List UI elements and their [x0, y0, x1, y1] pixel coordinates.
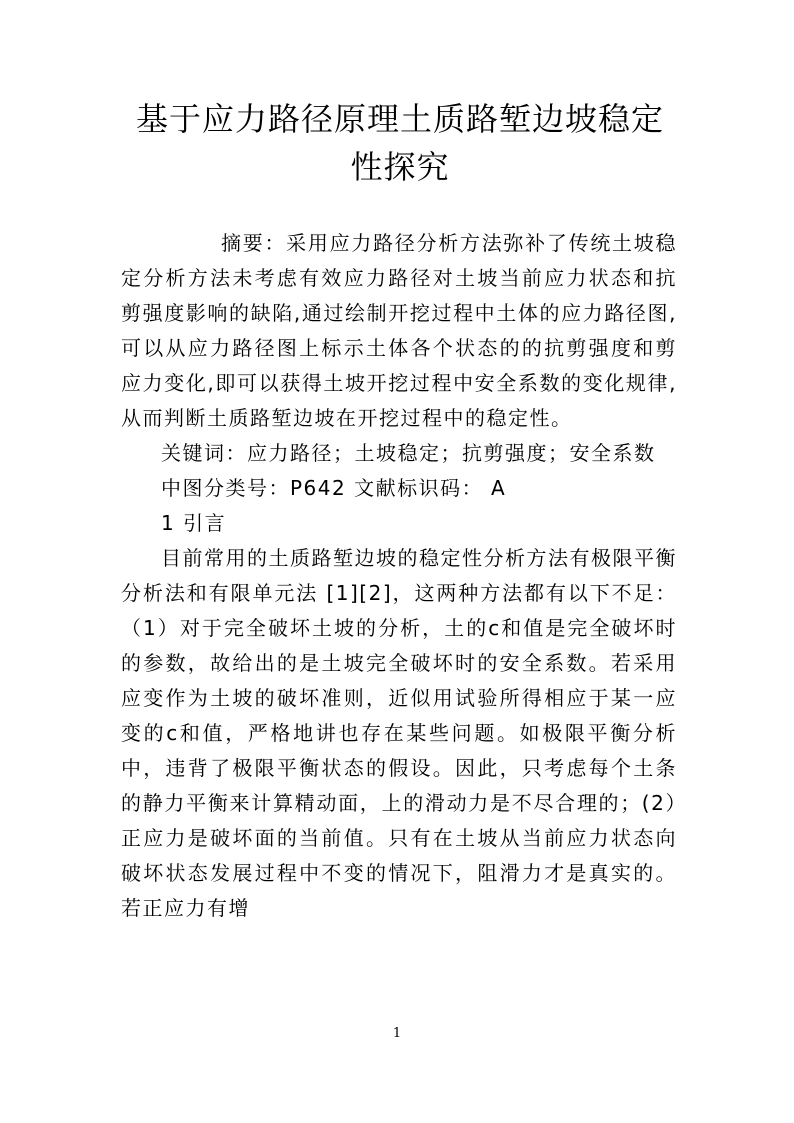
classification-line: 中图分类号：P642 文献标识码： A — [161, 476, 507, 500]
document-body — [121, 226, 677, 926]
document-title: 基于应力路径原理土质路堑边坡稳定性探究 — [135, 100, 664, 186]
page-number: 1 — [392, 1026, 402, 1041]
keywords-line: 关键词：应力路径；土坡稳定；抗剪强度；安全系数 — [161, 441, 656, 465]
abstract-paragraph: 摘要：采用应力路径分析方法弥补了传统土坡稳定分析方法未考虑有效应力路径对土坡当前应力状态和抗剪强度影响的缺陷,通过绘制开挖过程中土体的应力路径图,可以从应力路径图上标示土体各个状态的的抗剪强度和剪应力变化,即可以获得土坡开挖过程中安全系数的变化规律,从而判断土质路堑边坡在开挖过程中的稳定性。 — [121, 231, 677, 430]
intro-paragraph: 目前常用的土质路堑边坡的稳定性分析方法有极限平衡分析法和有限单元法 [1][2]，这两种方法都有以下不足：（1）对于完全破坏土坡的分析，土的c和值是完全破坏时的参数，故给出的是土坡完全破坏时的安全系数。若采用应变作为土坡的破坏准则，近似用试验所得相应于某一应变的c和值，严格地讲也存在某些问题。如极限平衡分析中，违背了极限平衡状态的假设。因此，只考虑每个土条的静力平衡来计算精动面，上的滑动力是不尽合理的；(2）正应力是破坏面的当前值。只有在土坡从当前应力状态向破坏状态发展过程中不变的情况下，阻滑力才是真实的。若正应力有增 — [121, 546, 677, 920]
section-heading: 1 引言 — [161, 511, 227, 535]
